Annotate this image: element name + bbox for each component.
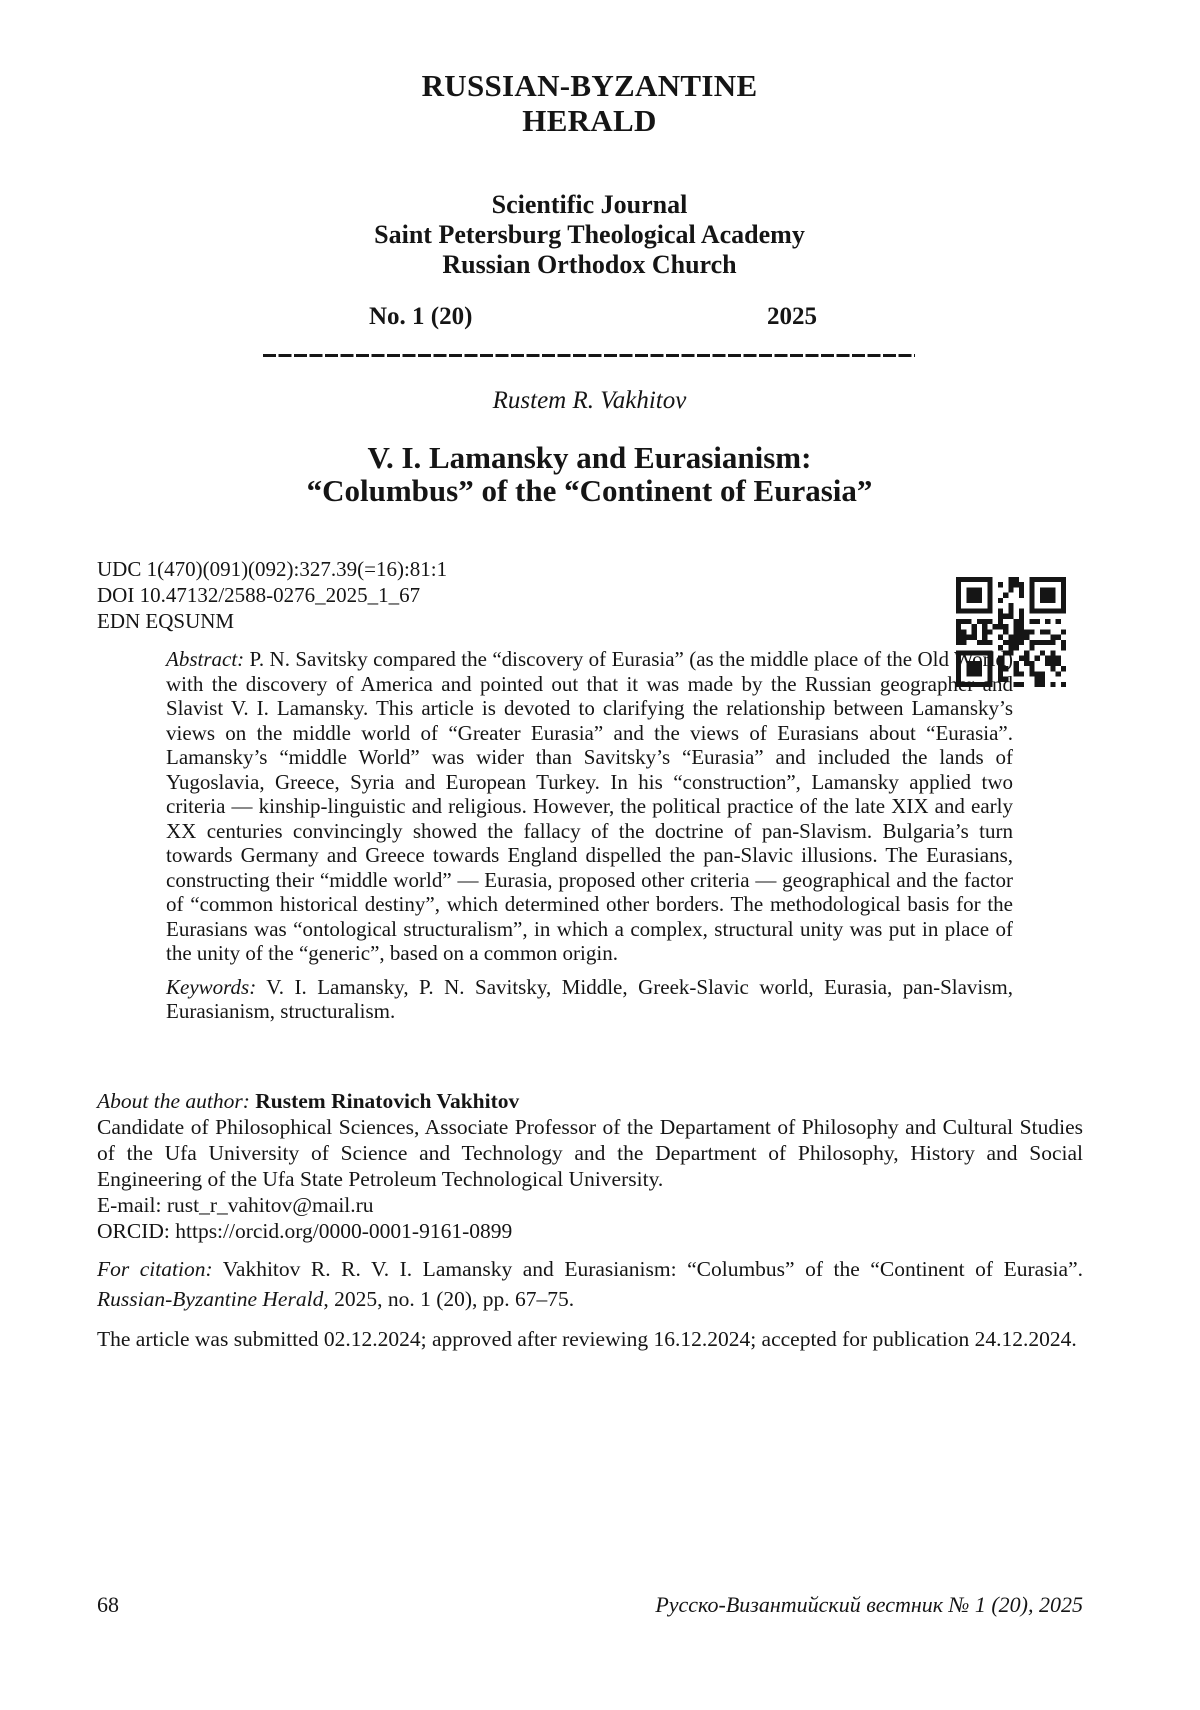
header-divider	[263, 354, 915, 357]
issue-number: No. 1 (20)	[369, 303, 473, 330]
page-footer	[97, 1592, 1083, 1618]
about-author-bio: Candidate of Philosophical Sciences, Associate Professor of the Departament of Philosophy and Cultural Studies of the Ufa University of Science and Technology and the Department of Philosophy, History and Social Engineering of the Ufa State Petroleum Technological University.	[97, 1115, 1083, 1191]
citation-text-before-journal: Vakhitov R. R. V. I. Lamansky and Eurasianism: “Columbus” of the “Continent of Eurasia”.	[212, 1257, 1083, 1281]
issue-row	[263, 303, 913, 331]
citation-text-after-journal: , 2025, no. 1 (20), pp. 67–75.	[323, 1287, 575, 1311]
about-author-name: Rustem Rinatovich Vakhitov	[249, 1089, 520, 1113]
about-author-email: E-mail: rust_r_vahitov@mail.ru	[97, 1193, 374, 1217]
article-title	[97, 441, 1082, 507]
doi-line: DOI 10.47132/2588-0276_2025_1_67	[97, 583, 421, 607]
running-title: Русско-Византийский вестник № 1 (20), 2025	[655, 1592, 1083, 1617]
journal-title-line1: RUSSIAN-BYZANTINE	[421, 68, 758, 103]
udc-line: UDC 1(470)(091)(092):327.39(=16):81:1	[97, 557, 448, 581]
journal-masthead	[97, 68, 1082, 138]
subtitle-line-church: Russian Orthodox Church	[442, 250, 737, 279]
about-author-orcid: ORCID: https://orcid.org/0000-0001-9161-0899	[97, 1219, 513, 1243]
subtitle-line-scientific-journal: Scientific Journal	[491, 190, 688, 219]
submission-dates: The article was submitted 02.12.2024; approved after reviewing 16.12.2024; accepted for publication 24.12.2024.	[97, 1327, 1077, 1351]
keywords-label: Keywords:	[166, 974, 257, 999]
article-identifiers	[97, 556, 447, 634]
edn-line: EDN EQSUNM	[97, 609, 235, 633]
page-number: 68	[97, 1592, 119, 1617]
abstract-text: P. N. Savitsky compared the “discovery of Eurasia” (as the middle place of the Old World) with the discovery of America and pointed out that it was made by the Russian geographer and Slavist V. I. Lamansky. This article is devoted to clarifying the relationship between Lamansky’s views on the middle world of “Greater Eurasia” and the views of Eurasians about “Eurasia”. Lamansky’s “middle World” was wider than Savitsky’s “Eurasia” and included the lands of Yugoslavia, Greece, Syria and European Turkey. In his “construction”, Lamansky applied two criteria — kinship-linguistic and religious. However, the political practice of the late XIX and early XX centuries convincingly showed the fallacy of the doctrine of pan-Slavism. Bulgaria’s turn towards Germany and Greece towards England dispelled the pan-Slavic illusions. The Eurasians, constructing their “middle world” — Eurasia, proposed other criteria — geographical and the factor of “common historical destiny”, which determined other borders. The methodological basis for the Eurasians was “ontological structuralism”, in which a complex, structural unity was put in place of the unity of the “generic”, based on a common origin.	[166, 647, 1013, 965]
about-author-section	[97, 1088, 1083, 1244]
article-title-line2: “Columbus” of the “Continent of Eurasia”	[306, 473, 873, 508]
for-citation-label: For citation:	[97, 1257, 213, 1281]
article-author: Rustem R. Vakhitov	[492, 387, 687, 414]
keywords-paragraph	[166, 975, 1013, 1024]
abstract-paragraph	[166, 647, 1013, 966]
article-title-line1: V. I. Lamansky and Eurasianism:	[367, 440, 812, 475]
keywords-text: V. I. Lamansky, P. N. Savitsky, Middle, Greek-Slavic world, Eurasia, pan-Slavism, Eurasianism, structuralism.	[166, 974, 1013, 1023]
about-author-label: About the author:	[97, 1089, 250, 1113]
subtitle-line-academy: Saint Petersburg Theological Academy	[374, 220, 805, 249]
for-citation-section	[97, 1254, 1083, 1314]
citation-journal-name: Russian-Byzantine Herald	[97, 1287, 324, 1311]
about-author-heading	[97, 1088, 1083, 1114]
issue-year: 2025	[767, 303, 817, 330]
journal-subtitle	[97, 190, 1082, 280]
journal-title-line2: HERALD	[522, 103, 657, 138]
abstract-label: Abstract:	[166, 647, 245, 671]
abstract-section	[166, 647, 1013, 1024]
